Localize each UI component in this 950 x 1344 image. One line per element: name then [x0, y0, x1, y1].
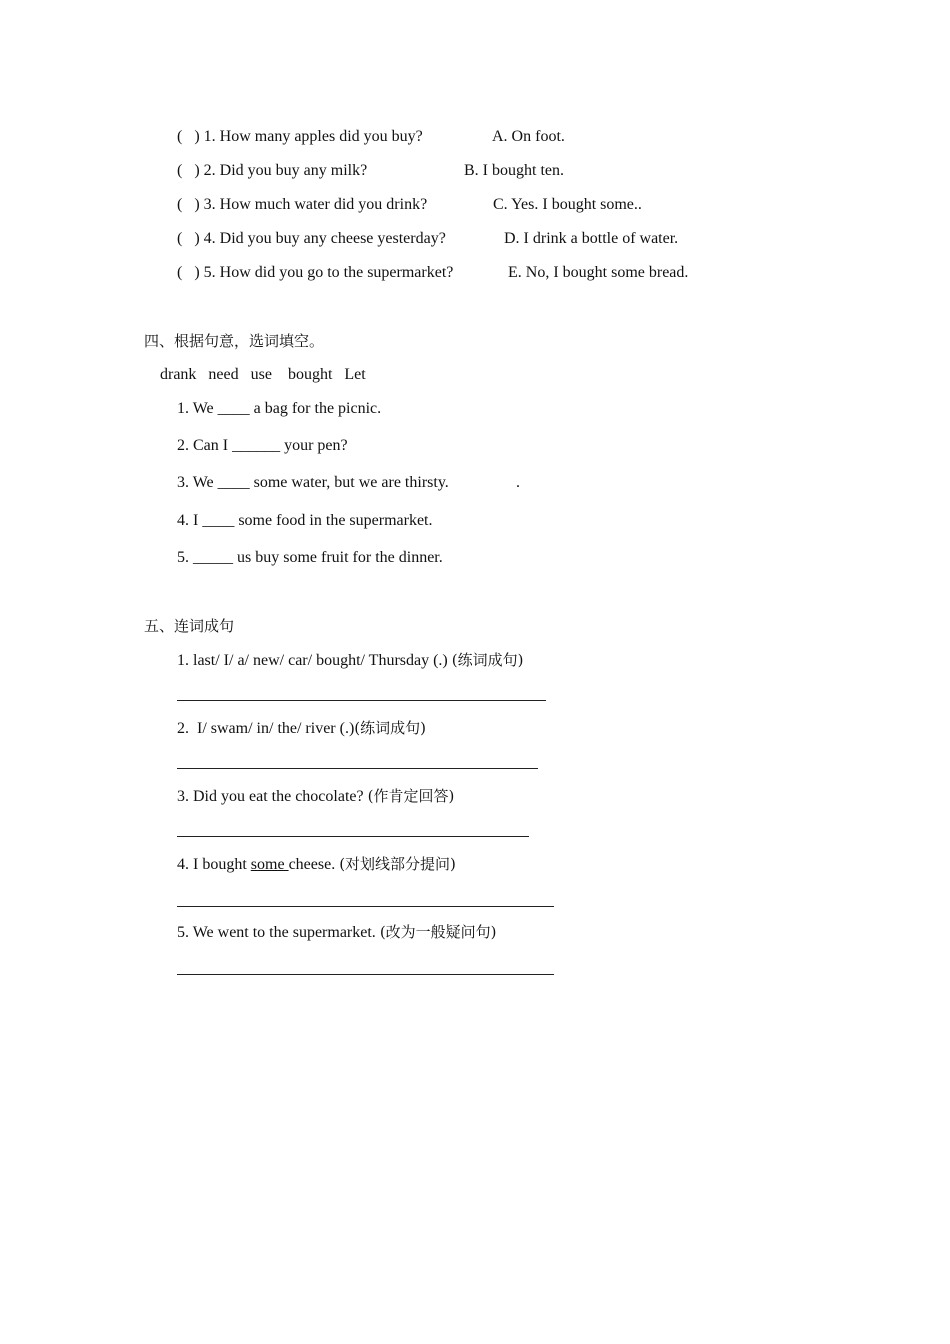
sentence-item — [177, 922, 497, 943]
fill-in-item[interactable]: 2. Can I ______ your pen? — [177, 437, 348, 454]
instruction-note: (改为一般疑问句) — [379, 923, 497, 941]
item-text: 4. I bought — [177, 856, 251, 873]
sentence-item — [177, 854, 456, 875]
underlined-word: some — [250, 856, 289, 873]
matching-row — [177, 127, 423, 147]
sentence-item — [177, 786, 454, 807]
fill-in-item[interactable]: 3. We ____ some water, but we are thirsty. — [177, 474, 449, 491]
answer-line[interactable] — [177, 768, 538, 769]
item-text: 1. last/ I/ a/ new/ car/ bought/ Thursday (.) — [177, 652, 452, 669]
question-text: 2. Did you buy any milk? — [203, 162, 368, 179]
answer-line[interactable] — [177, 700, 546, 701]
instruction-note: (练词成句) — [354, 719, 427, 737]
sentence-item — [177, 718, 426, 739]
instruction-note: (作肯定回答) — [367, 787, 455, 805]
matching-row — [177, 229, 446, 249]
instruction-note: (对划线部分提问) — [339, 855, 456, 873]
answer-option: C. Yes. I bought some.. — [493, 196, 642, 213]
stray-dot: . — [516, 474, 520, 491]
sentence-item — [177, 650, 523, 671]
matching-row — [177, 195, 427, 215]
answer-paren[interactable]: ( ) — [177, 128, 200, 145]
answer-paren[interactable]: ( ) — [177, 162, 200, 179]
word-bank: drank need use bought Let — [160, 366, 366, 383]
answer-line[interactable] — [177, 974, 554, 975]
answer-option: E. No, I bought some bread. — [508, 264, 689, 281]
question-text: 5. How did you go to the supermarket? — [203, 264, 454, 281]
answer-line[interactable] — [177, 836, 529, 837]
item-text: 2. I/ swam/ in/ the/ river (.) — [177, 720, 355, 737]
item-text: cheese. — [288, 856, 340, 873]
question-text: 1. How many apples did you buy? — [203, 128, 423, 145]
question-text: 4. Did you buy any cheese yesterday? — [203, 230, 446, 247]
fill-in-item[interactable]: 5. _____ us buy some fruit for the dinner. — [177, 549, 443, 566]
answer-line[interactable] — [177, 906, 554, 907]
fill-in-item[interactable]: 4. I ____ some food in the supermarket. — [177, 512, 433, 529]
answer-option: A. On foot. — [492, 128, 565, 145]
matching-row — [177, 161, 367, 181]
section-title: 四、根据句意，选词填空。 — [144, 332, 325, 350]
question-text: 3. How much water did you drink? — [203, 196, 428, 213]
item-text: 3. Did you eat the chocolate? — [177, 788, 368, 805]
item-text: 5. We went to the supermarket. — [177, 924, 380, 941]
fill-in-item[interactable]: 1. We ____ a bag for the picnic. — [177, 400, 382, 417]
answer-paren[interactable]: ( ) — [177, 230, 200, 247]
answer-paren[interactable]: ( ) — [177, 264, 200, 281]
section-title: 五、连词成句 — [144, 617, 235, 635]
matching-row — [177, 263, 453, 283]
answer-option: B. I bought ten. — [464, 162, 564, 179]
answer-paren[interactable]: ( ) — [177, 196, 200, 213]
answer-option: D. I drink a bottle of water. — [504, 230, 679, 247]
instruction-note: (练词成句) — [451, 651, 524, 669]
